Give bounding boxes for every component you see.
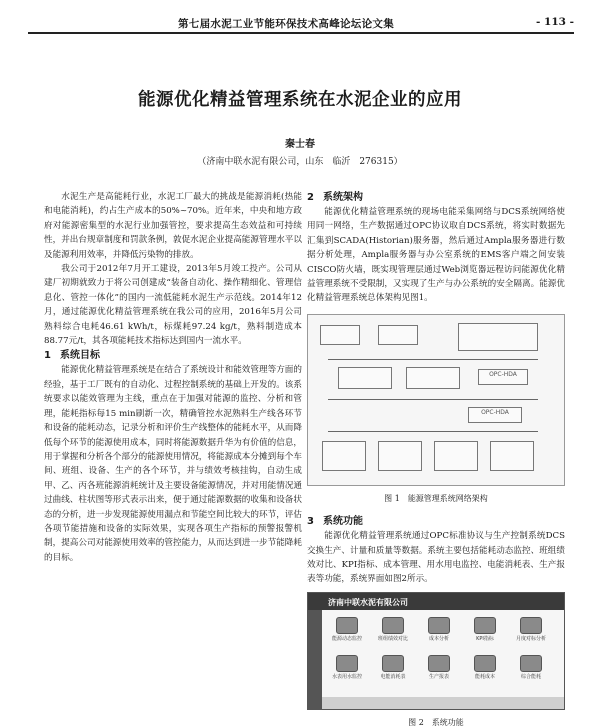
interface-sidebar [308,610,322,709]
journal-title: 第七届水泥工业节能环保技术高峰论坛论文集 [178,18,394,30]
opc-label: OPC-HDA [489,370,517,378]
company-name: 济南中联水泥有限公司 [328,597,408,607]
function-icon [336,617,358,634]
function-icon [520,617,542,634]
author: 秦士春 [285,139,315,150]
interface-footer [322,697,564,709]
network-line [328,399,538,400]
server-node [338,367,392,389]
function-tile: 月度对标分析 [514,617,548,643]
running-header [28,12,574,34]
section-1-paragraph: 能源优化精益管理系统是在结合了系统设计和能效管理等方面的经验，基于工厂既有的自动化、过程控制系统的基础上开发的。该系统要求以能效管理为主线，重点在于加强对能源的监控、分析和管理，能耗指标每15 min刷新一次，精确管控水泥熟料生产线各环节和设备的能耗动态，记录分析和评价生产线整体的能耗水平，从而降低每个环节的能源使用成本，同时将能源数据升华为有价值的信息，用于掌握和分析各个部分的能源使用情况，将能源成本分摊到每个车间、班组、设备、生产的各个环节，并与绩效考核挂钩，自动生成甲、乙、丙各班能源消耗统计及主要设备能源情况，并对用能情况通过曲线、柱状图等形式表示出来，便于通过能源数据的收集和设备状态的分析，进一步发现能源使用漏点和节能空间比较大的环节，评估各项节能措施和设备的实际效果，实现各项生产指标的预警报警机制，提高公司对能源使用效率的管控能力，从而达到进一步节能降耗的目标。 [44,365,302,563]
office-network [458,323,538,351]
function-tile: 能源动态监控 [330,617,364,643]
function-tile: 电能消耗表 [376,655,410,681]
server-node [406,367,460,389]
interface-title-bar [308,593,564,610]
section-2-heading [307,190,565,205]
paper-title: 能源优化精益管理系统在水泥企业的应用 [138,90,462,110]
opc-label: OPC-HDA [481,408,509,416]
figure-caption-text: 系统功能 [431,717,464,727]
function-icon [474,617,496,634]
function-tile: 能耗成本 [468,655,502,681]
section-number: 3 [307,516,314,528]
function-icon [474,655,496,672]
figure-1-network-diagram [307,314,565,486]
network-line [328,431,538,432]
section-title: 系统架构 [322,192,363,203]
section-number: 2 [307,192,314,203]
figure-2-caption [307,716,565,728]
figure-1-caption [307,492,565,506]
field-device [378,441,422,471]
function-tile: 生产报表 [422,655,456,681]
function-tile: 成本分析 [422,617,456,643]
section-title: 系统目标 [59,350,100,362]
opc-node [478,369,528,385]
figure-number: 图 1 [384,493,400,503]
function-tile: 班组绩效对比 [376,617,410,643]
section-number: 1 [44,350,51,362]
field-device [434,441,478,471]
left-column [44,190,302,565]
function-tile: 综合能耗 [514,655,548,681]
section-2-paragraph: 能源优化精益管理系统的现场电能采集网络与DCS系统网络使用同一网络，生产数据通过OPC协议取自DCS系统，将实时数据先汇集到SCADA(Historian)服务器，然后通过Ampla服务器进行数据分析处理，Ampla服务器与办公室系统的EMS客户端之间安装CISCO防火墙，既实现管理层通过Web浏览器远程访问能源优化精益管理系统不受限制，又实现了生产与办公系统的安全隔离。能源优化精益管理系统总体架构见图1。 [307,207,565,304]
opc-node [468,407,522,423]
function-tile: 水表用水监控 [330,655,364,681]
function-icon [382,655,404,672]
figure-number: 图 2 [408,717,424,727]
section-3-paragraph: 能源优化精益管理系统通过OPC标准协议与生产控制系统DCS交换生产、计量和质量等数据。系统主要包括能耗动态监控、班组绩效对比、KPI指标、成本管理、用水用电监控、电能消耗表、生产报表等功能，系统界面如图2所示。 [307,531,565,585]
page-number: - 113 - [536,16,574,28]
right-column [307,190,565,728]
function-icon [382,617,404,634]
intro-paragraph-1: 水泥生产是高能耗行业，水泥工厂最大的挑战是能源消耗(热能和电能消耗)，约占生产成本的50%~70%。近年来，中央和地方政府对能源密集型的水泥行业加强管控，要求提高生态效益和可持续性，并出台规章制度和罚款条例，敦促水泥企业提高能源管理水平以及能源利用效率，并降低污染物的排放。 [44,192,302,260]
figure-2-system-interface [307,592,565,710]
function-icon [428,617,450,634]
function-icon [428,655,450,672]
function-icon [336,655,358,672]
section-3-heading [307,514,565,529]
function-tile: KPI指标 [468,617,502,643]
field-device [490,441,534,471]
client-node [320,325,360,345]
figure-caption-text: 能源管理系统网络架构 [407,493,488,503]
client-node [378,325,418,345]
network-line [328,359,538,360]
section-1-heading [44,348,302,363]
section-title: 系统功能 [322,516,363,528]
function-icon [520,655,542,672]
field-device [322,441,366,471]
affiliation: （济南中联水泥有限公司，山东 临沂 276315） [197,157,403,167]
intro-paragraph-2: 我公司于2012年7月开工建设，2013年5月竣工投产。公司从建厂初期就致力于将公司创建成“装备自动化、操作精细化、管理信息化、管控一体化”的国内一流低能耗水泥生产示范线。2014年12月，通过能源优化精益管理系统在我公司的应用，2016年5月公司熟料综合电耗46.61 kWh/t，标煤耗97.24 kg/t，熟料制造成本88.77元/t，其各项能耗技术指标达到国内一流水平。 [44,264,302,347]
